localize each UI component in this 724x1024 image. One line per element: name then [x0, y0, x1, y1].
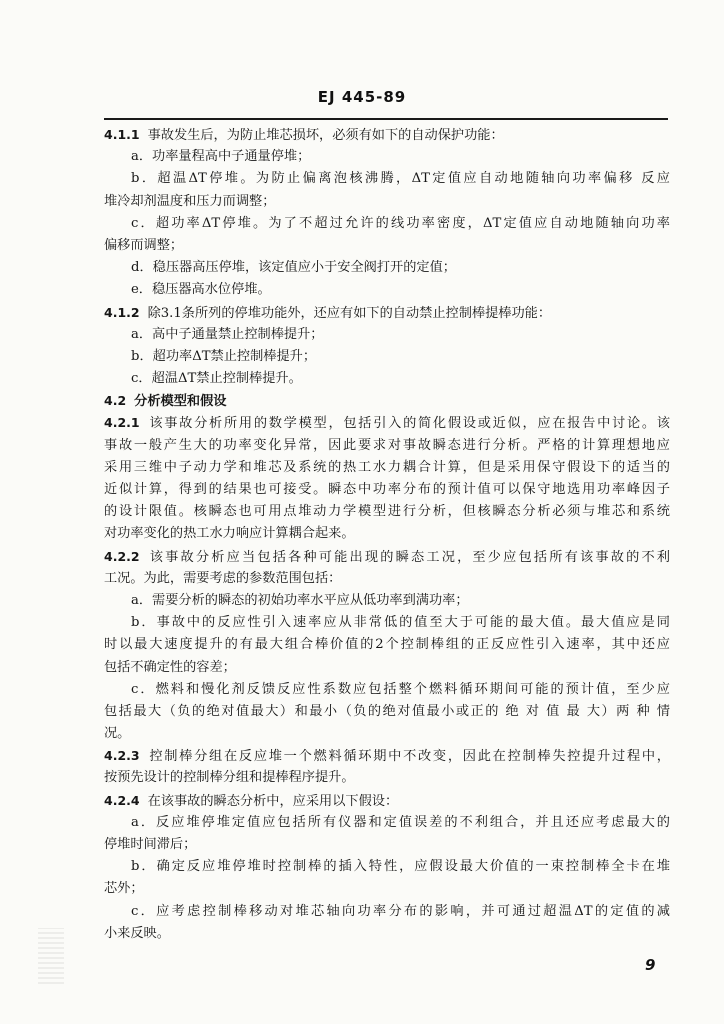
line-text: a．功率量程高中子通量停堆；	[131, 149, 311, 165]
text-line	[104, 568, 670, 590]
line-text: 事故发生后，为防止堆芯损坏，必须有如下的自动保护功能：	[147, 128, 504, 143]
text-line	[104, 324, 670, 346]
line-text: c．应考虑控制棒移动对堆芯轴向功率分布的影响，并可通过超温ΔT的定值的减	[131, 903, 670, 919]
text-line	[104, 790, 670, 812]
line-text: 芯外；	[104, 881, 144, 897]
clause-number: 4.2	[104, 393, 127, 409]
line-text: c．超功率ΔT停堆。为了不超过允许的线功率密度，ΔT定值应自动地随轴向功率	[131, 215, 670, 231]
line-text: 控制棒分组在反应堆一个燃料循环期中不改变，因此在控制棒失控提升过程中，	[147, 749, 670, 765]
line-text: 除3.1条所列的停堆功能外，还应有如下的自动禁止控制棒提棒功能：	[147, 305, 552, 321]
text-line	[104, 146, 670, 168]
line-text: 该事故分析所用的数学模型，包括引入的简化假设或近似，应在报告中讨论。该	[147, 416, 670, 432]
text-line	[104, 479, 670, 501]
text-line	[104, 390, 670, 412]
text-line	[104, 590, 670, 612]
text-line	[104, 701, 670, 723]
line-text: 小来反映。	[104, 925, 170, 941]
line-text: b．确定反应堆停堆时控制棒的插入特性，应假设最大价值的一束控制棒全卡在堆	[131, 859, 670, 875]
line-text: b．事故中的反应性引入速率应从非常低的值至大于可能的最大值。最大值应是同	[131, 615, 670, 631]
line-text: 采用三维中子动力学和堆芯及系统的热工水力耦合计算，但是采用保守假设下的适当的	[104, 459, 670, 475]
text-line	[104, 546, 670, 568]
text-line	[104, 612, 670, 634]
line-text: a．需要分析的瞬态的初始功率水平应从低功率到满功率；	[131, 592, 469, 608]
text-line	[104, 812, 670, 834]
line-text: 事故一般产生大的功率变化异常，因此要求对事故瞬态进行分析。严格的计算理想地应	[104, 437, 670, 453]
line-text: c．燃料和慢化剂反馈反应性系数应包括整个燃料循环期间可能的预计值，至少应	[131, 681, 670, 697]
text-line	[104, 124, 670, 146]
text-line	[104, 191, 670, 213]
text-line	[104, 412, 670, 434]
page-number: 9	[645, 956, 656, 974]
text-line	[104, 523, 670, 545]
text-line	[104, 745, 670, 767]
clause-number: 4.2.4	[104, 792, 140, 808]
text-line	[104, 657, 670, 679]
text-line	[104, 457, 670, 479]
text-line	[104, 435, 670, 457]
line-text: 的设计限值。核瞬态也可用点堆动力学模型进行分析，但核瞬态分析必须与堆芯和系统	[104, 504, 670, 520]
clause-number: 4.1.1	[104, 127, 140, 142]
line-text: 按预先设计的控制棒分组和提棒程序提升。	[104, 770, 355, 786]
line-text: d．稳压器高压停堆，该定值应小于安全阀打开的定值；	[131, 260, 456, 276]
clause-number: 4.1.2	[104, 304, 140, 320]
line-text: 停堆时间滞后；	[104, 837, 197, 852]
line-text: 该事故分析应当包括各种可能出现的瞬态工况，至少应包括所有该事故的不利	[147, 549, 670, 565]
line-text: b．超功率ΔT禁止控制棒提升；	[131, 348, 317, 364]
text-line	[104, 878, 670, 900]
line-text: 偏移而调整；	[104, 237, 184, 253]
line-text: 时以最大速度提升的有最大组合棒价值的2个控制棒组的正反应性引入速率，其中还应	[104, 637, 670, 653]
clause-number: 4.2.1	[104, 415, 140, 431]
text-line	[104, 834, 670, 856]
line-text: 包括不确定性的容差；	[104, 659, 236, 675]
line-text: 包括最大（负的绝对值最大）和最小（负的绝对值最小或正的 绝 对 值 最 大）两 种 情	[104, 703, 670, 719]
standard-code-header: EJ 445-89	[317, 88, 407, 106]
text-line	[104, 279, 670, 301]
line-text: b．超温ΔT停堆。为防止偏离泡核沸腾，ΔT定值应自动地随轴向功率偏移 反应	[131, 171, 670, 187]
text-line	[104, 257, 670, 279]
text-line	[104, 856, 670, 878]
line-text: a．高中子通量禁止控制棒提升；	[131, 326, 324, 342]
scan-margin-mark	[38, 928, 64, 984]
text-line	[104, 213, 670, 235]
line-text: 在该事故的瞬态分析中，应采用以下假设：	[147, 793, 399, 809]
text-line	[104, 634, 670, 656]
line-text: 工况。为此，需要考虑的参数范围包括：	[104, 570, 342, 586]
line-text: 近似计算，得到的结果也可接受。瞬态中功率分布的预计值可以保守地选用功率峰因子	[104, 482, 670, 497]
line-text: 分析模型和假设	[134, 394, 227, 410]
text-line	[104, 767, 670, 789]
line-text: 堆冷却剂温度和压力而调整；	[104, 193, 276, 209]
document-body	[104, 124, 670, 945]
text-line	[104, 168, 670, 190]
text-line	[104, 346, 670, 368]
text-line	[104, 235, 670, 257]
text-line	[104, 501, 670, 523]
text-line	[104, 302, 670, 324]
line-text: c．超温ΔT禁止控制棒提升。	[131, 371, 302, 387]
text-line	[104, 901, 670, 923]
clause-number: 4.2.3	[104, 748, 140, 764]
line-text: 对功率变化的热工水力响应计算耦合起来。	[104, 526, 355, 542]
text-line	[104, 368, 670, 390]
text-line	[104, 679, 670, 701]
line-text: 况。	[104, 726, 131, 742]
text-line	[104, 923, 670, 945]
text-line	[104, 723, 670, 745]
line-text: e．稳压器高水位停堆。	[131, 282, 271, 298]
line-text: a．反应堆停堆定值应包括所有仪器和定值误差的不利组合，并且还应考虑最大的	[131, 814, 670, 830]
header-rule	[104, 118, 668, 120]
clause-number: 4.2.2	[104, 548, 140, 564]
